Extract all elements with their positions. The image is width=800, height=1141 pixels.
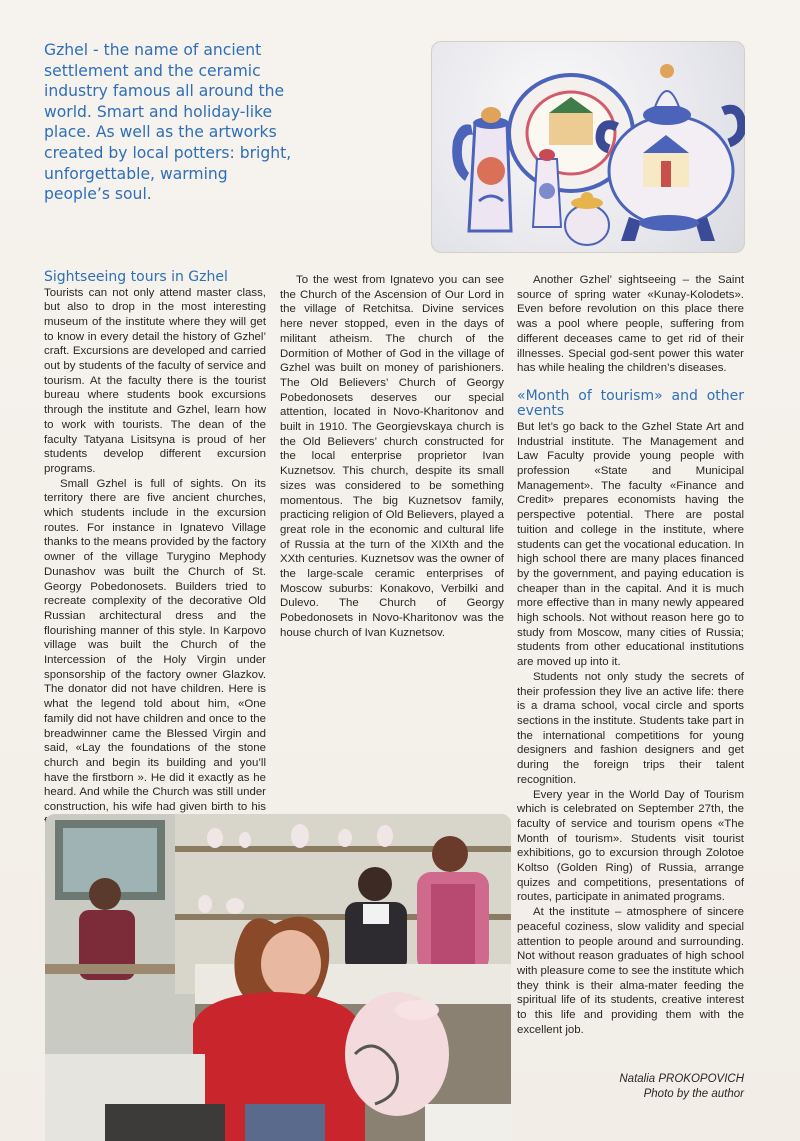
paragraph: Tourists can not only attend master class, but also to drop in the most interesting museum of the institute where they will get to know in every detail the history of Gzhel’ craft. Excursions are developed and carried out by students of the faculty of service and tourism. At the faculty there is the tourist bureau where students book excursions through the institute and Gzhel, learn how to work with tourists. The dean of the faculty Tatyana Lisitsyna is proud of her students develop different excursion programs. (44, 286, 266, 475)
author-name: Natalia PROKOPOVICH (619, 1073, 744, 1085)
photo-credit: Photo by the author (643, 1087, 744, 1100)
gzhel-ceramics-photo (431, 41, 745, 253)
section-heading-month-of-tourism: «Month of tourism» and other events (517, 387, 744, 420)
paragraph: Every year in the World Day of Tourism which is celebrated on September 27th, the faculty of service and tourism opens «The Month of tourism». Students visit tourist exhibitions, go to excursion through Zolotoe Koltso (Golden Ring) of Russia, arrange quizes and competitions, presentations of routes, participate in animated programs. (517, 788, 744, 904)
column-1 (44, 270, 266, 830)
paragraph: But let’s go back to the Gzhel State Art and Industrial institute. The Management and Law Faculty provide young people with profession «State and Municipal Management». The faculty «Finance and Credit» prepares economists having the perspective potential. There are postal tuition and college in the institute, where students can get the vocational education. In high school there are many places financed by the government, and paying education is cheaper than in the capital. And it is much more effective than in many newly appeared high schools. Not without reason here go to study from Moscow, many cities of Russia; students from other educational institutions are moved up into it. (517, 420, 744, 669)
author-signature (619, 1072, 744, 1101)
students-painting-ceramics-photo (45, 814, 511, 1141)
column-2 (280, 273, 504, 641)
paragraph: At the institute – atmosphere of sincere peaceful coziness, slow validity and special attention to people around and surrounding. Not without reason graduates of high school with pleasure come to see the institute which they think is their alma-mater feeding the spiritual life of its students, creative interest to this life and providing them with the excellent job. (517, 906, 744, 1036)
paragraph: To the west from Ignatevo you can see the Church of the Ascension of Our Lord in the village of Retchitsa. Divine services here never stopped, even in the days of militant atheism. The church of the Dormition of Mother of God in the village of Gzhel was built on money of parishioners. The Old Believers’ Church of Georgy Pobedonosets deserves our special attention, located in Novo-Kharitonov and built in 1910. The Georgievskaya church is the Old Believers’ church constructed for the local enterprise proprietor Ivan Kuznetsov. This church, despite its small sizes was considered to be something momentous. The big Kuznetsov family, practicing religion of Old Believers, played a great role in the economic and cultural life of Russia at the turn of the XIXth and the XXth centuries. Kuznetsov was the owner of the large-scale ceramic enterprises of Moscow suburbs: Konakovo, Verbilki and Dulevo. The Church of Georgy Pobedonosets in Novo-Kharitonov was the house church of Ivan Kuznetsov. (280, 274, 504, 639)
column-3 (517, 273, 744, 1037)
section-heading-sightseeing: Sightseeing tours in Gzhel (44, 269, 228, 285)
paragraph: Small Gzhel is full of sights. On its territory there are five ancient churches, which students include in the excursion routes. For instance in Ignatevo Village thanks to the means provided by the factory owner of the village Turygino Mephody Dunashov was built the Church of St. Georgy Pobedonosets. Builders tried to recreate complexity of the decorative Old Russian architectural dress and the flourishing manner of this style. In Karpovo village was built the Church of the Intercession of the Holy Virgin under sponsorship of the factory owner Glazkov. The donator did not have children. Here is what the legend told about him, «One family did not have children and once to the breadwinner came the Blessed Virgin and said, «Lay the foundations of the stone church and begin its building and you’ll have the firstborn ». He did it exactly as he heard. And while the Church was still under construction, his wife had given birth to his (44, 477, 266, 814)
paragraph: Another Gzhel’ sightseeing – the Saint source of spring water «Kunay-Kolodets». Even before revolution on this place there was a pool where people, suffering from different deceases came to get rid of their illnesses. Special god-sent power this water has while healing the children’s diseases. (517, 274, 744, 375)
paragraph: Students not only study the secrets of their profession they live an active life: there is a drama school, vocal circle and sports sections in the institute. Students take part in the international competitions for young designers and fashion designers and get during the foreign trips their talent recognition. (517, 670, 744, 786)
intro-text: Gzhel - the name of ancient settlement and the ceramic industry famous all around the world. Smart and holiday-like place. As well as the artworks created by local potters: bright, unforgettable, warming people’s soul. (44, 41, 292, 204)
